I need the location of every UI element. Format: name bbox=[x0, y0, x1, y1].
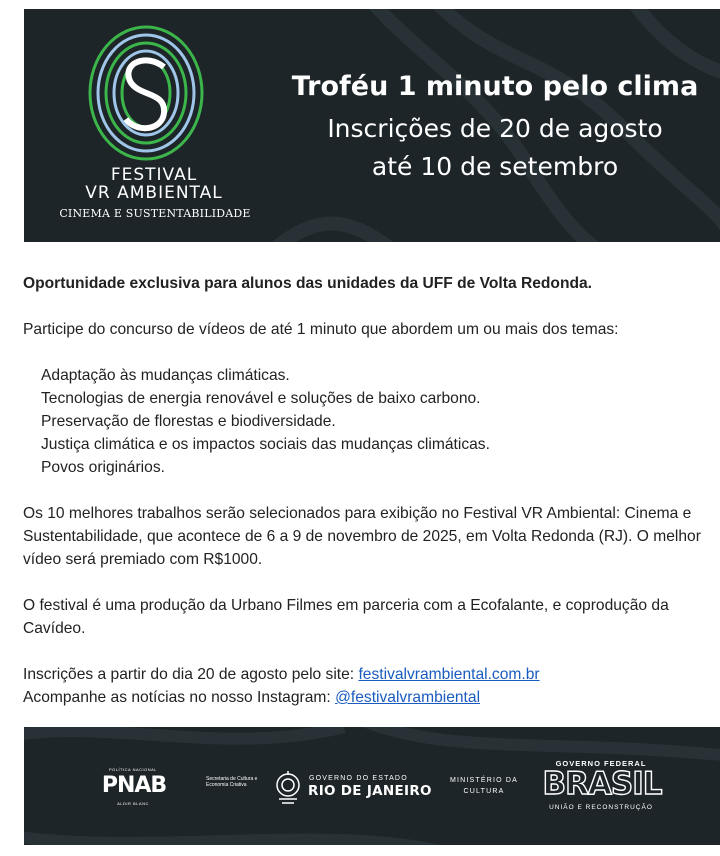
list-item: Adaptação às mudanças climáticas. bbox=[41, 367, 290, 384]
list-item: Povos originários. bbox=[41, 459, 165, 476]
instagram-line bbox=[23, 686, 713, 709]
selection-text: Os 10 melhores trabalhos serão selecionados para exibição no Festival VR Ambiental: Cinema e Sustentabilidade, que acontece de 6 a 9 de novembro de 2025, em Volta Redonda (RJ). O melhor vídeo será premiado com R$1000. bbox=[23, 505, 701, 568]
signup-text: Inscrições a partir do dia 20 de agosto pelo site: bbox=[23, 666, 359, 683]
website-link[interactable]: festivalvrambiental.com.br bbox=[358, 666, 540, 683]
list-item: Justiça climática e os impactos sociais das mudanças climáticas. bbox=[41, 436, 490, 453]
signup-line bbox=[23, 663, 713, 686]
instagram-link[interactable]: @festivalvrambiental bbox=[335, 689, 481, 706]
production-text: O festival é uma produção da Urbano Filmes em parceria com a Ecofalante, e coprodução da Cavídeo. bbox=[23, 597, 669, 637]
federal-government-text: GOVERNO FEDERAL bbox=[555, 759, 647, 768]
pnab-logo: PNAB bbox=[101, 773, 167, 798]
brasil-logo: BRASIL bbox=[542, 766, 662, 802]
rj-government-text: GOVERNO DO ESTADO bbox=[309, 775, 408, 782]
sponsors-footer bbox=[24, 727, 720, 845]
topics-list bbox=[23, 364, 713, 479]
header-banner bbox=[24, 9, 720, 242]
banner-headline: Troféu 1 minuto pelo clima bbox=[291, 71, 699, 102]
email-body bbox=[23, 272, 713, 709]
ministerio-cultura-logo bbox=[438, 775, 530, 797]
brasil-slogan: UNIÃO E RECONSTRUÇÃO bbox=[549, 804, 653, 811]
banner-dates-line-1: Inscrições de 20 de agosto bbox=[327, 114, 663, 143]
rio-coat-of-arms-icon bbox=[273, 767, 303, 807]
logo-festival-text: FESTIVAL bbox=[110, 165, 198, 185]
list-item: Tecnologias de energia renovável e soluções de baixo carbono. bbox=[41, 390, 481, 407]
pnab-top-text: POLÍTICA NACIONAL bbox=[108, 767, 158, 772]
logo-vr-ambiental-text: VR AMBIENTAL bbox=[85, 183, 223, 203]
list-item: Preservação de florestas e biodiversidade. bbox=[41, 413, 336, 430]
ministerio-line-1: MINISTÉRIO DA bbox=[449, 777, 519, 784]
ministerio-line-2: CULTURA bbox=[463, 788, 505, 795]
festival-logo-icon bbox=[86, 23, 206, 163]
rj-logo: RIO DE JANEIRO bbox=[308, 783, 432, 799]
secretaria-text: Secretaria de Cultura e Economia Criativa bbox=[206, 776, 258, 788]
intro-text: Oportunidade exclusiva para alunos das unidades da UFF de Volta Redonda. bbox=[23, 275, 592, 292]
banner-dates-line-2: até 10 de setembro bbox=[371, 152, 619, 181]
pnab-bottom-text: ALDIR BLANC bbox=[117, 801, 149, 806]
call-text: Participe do concurso de vídeos de até 1 minuto que abordem um ou mais dos temas: bbox=[23, 321, 619, 338]
logo-subtitle: CINEMA E SUSTENTABILIDADE bbox=[59, 207, 251, 220]
instagram-text: Acompanhe as notícias no nosso Instagram: bbox=[23, 689, 336, 706]
